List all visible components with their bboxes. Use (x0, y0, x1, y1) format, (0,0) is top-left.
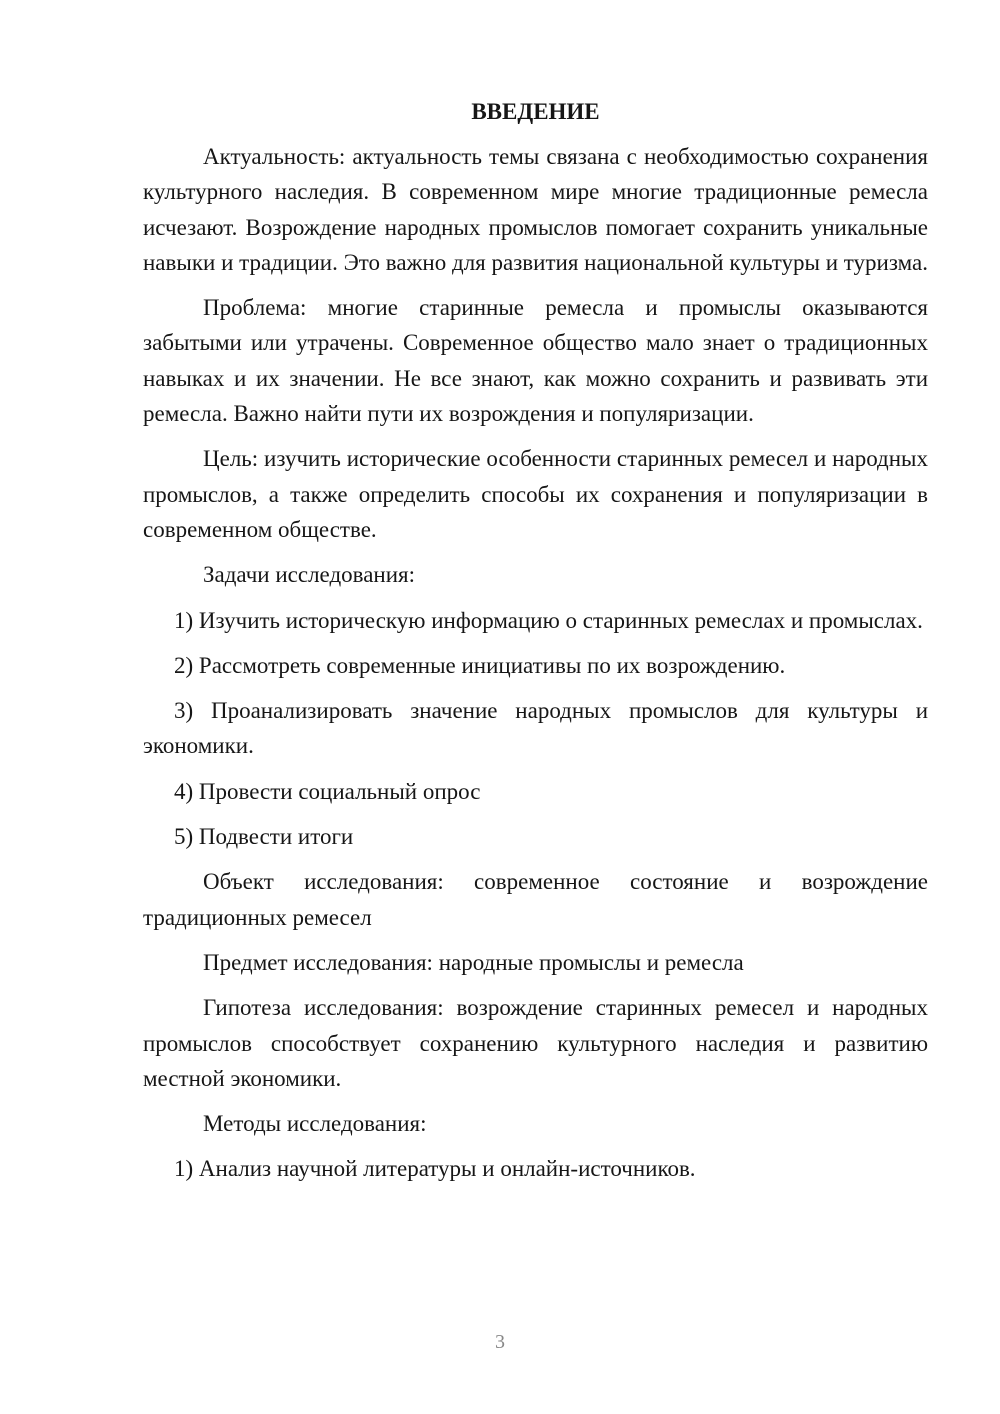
problem-paragraph: Проблема: многие старинные ремесла и промыслы оказываются забытыми или утрачены. Современное общество мало знает о традиционных навыках и их значении. Не все знают, как можно сохранить и развивать эти ремесла. Важно найти пути их возрождения и популяризации. (143, 295, 928, 427)
object-paragraph: Объект исследования: современное состояние и возрождение традиционных ремесел (143, 869, 928, 930)
hypothesis-paragraph: Гипотеза исследования: возрождение старинных ремесел и народных промыслов способствует сохранению культурного наследия и развитию местной экономики. (143, 995, 928, 1091)
methods-heading: Методы исследования: (203, 1111, 427, 1137)
tasks-heading: Задачи исследования: (203, 562, 416, 588)
section-title: ВВЕДЕНИЕ (471, 99, 600, 124)
task-item: 5) Подвести итоги (174, 824, 354, 850)
task-item: 4) Провести социальный опрос (174, 778, 481, 804)
task-item: 2) Рассмотреть современные инициативы по их возрождению. (174, 652, 786, 678)
task-item: 1) Изучить историческую информацию о старинных ремеслах и промыслах. (174, 607, 923, 633)
subject-paragraph: Предмет исследования: народные промыслы и ремесла (203, 949, 744, 975)
task-item: 3) Проанализировать значение народных промыслов для культуры и экономики. (143, 698, 928, 759)
page-number: 3 (495, 1331, 505, 1353)
relevance-paragraph: Актуальность: актуальность темы связана с необходимостью сохранения культурного наследия. В современном мире многие традиционные ремесла исчезают. Возрождение народных промыслов помогает сохранить уникальные навыки и традиции. Это важно для развития национальной культуры и туризма. (143, 144, 928, 275)
goal-paragraph: Цель: изучить исторические особенности старинных ремесел и народных промыслов, а также определить способы их сохранения и популяризации в современном обществе. (143, 446, 928, 542)
document-body (143, 94, 928, 1197)
method-item: 1) Анализ научной литературы и онлайн-источников. (174, 1156, 696, 1182)
